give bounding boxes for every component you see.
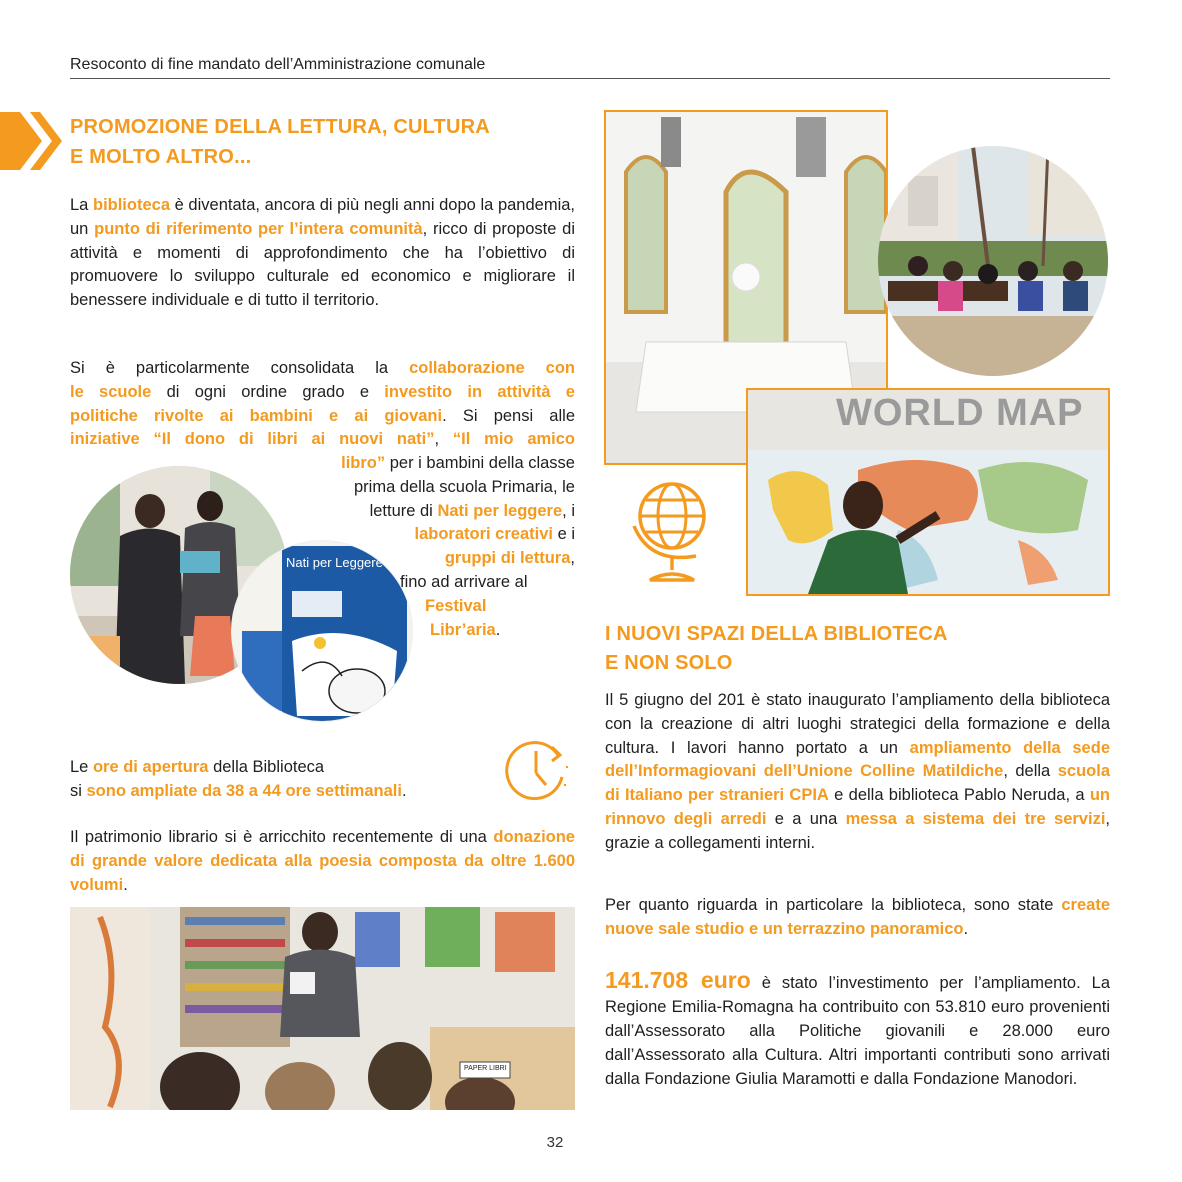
chevron-arrow-icon xyxy=(0,112,62,170)
text-run: e i xyxy=(552,525,575,544)
highlighted-text: politiche rivolte ai bambini e ai giovani xyxy=(70,406,443,425)
highlighted-text: gruppi di lettura xyxy=(444,549,571,568)
text-run: . xyxy=(123,875,128,894)
reading-session-image xyxy=(70,907,575,1110)
highlighted-text: scuola di Italiano per stranieri CPIA xyxy=(605,762,1110,805)
paragraph-orari xyxy=(70,756,500,804)
paragraph-inaugurazione xyxy=(605,689,1110,856)
text-run: prima della scuola Primaria, le xyxy=(353,477,575,496)
paragraph-investimento xyxy=(605,968,1110,1091)
text-run: Per quanto riguarda in particolare la biblioteca, sono state xyxy=(605,896,1062,914)
world-map-photo xyxy=(746,388,1110,596)
outdoor-reading-image xyxy=(878,146,1108,376)
highlighted-text: punto di riferimento per l’intera comunità xyxy=(94,219,423,238)
text-run: Si è particolarmente consolidata la xyxy=(70,359,410,377)
clock-icon xyxy=(500,733,572,805)
highlighted-text: investito in attività e xyxy=(384,382,575,401)
paragraph-patrimonio xyxy=(70,826,575,897)
text-run: , i xyxy=(562,501,575,520)
paragraph-scuole xyxy=(70,357,575,452)
text-line xyxy=(70,428,575,452)
poster-title: Nati per Leggere xyxy=(286,555,383,570)
section-title-spazi: I NUOVI SPAZI DELLA BIBLIOTECA E NON SOLO xyxy=(605,623,948,674)
text-run: e a una xyxy=(766,809,846,828)
highlighted-text: collaborazione con xyxy=(409,359,575,377)
text-run: di ogni ordine grado e xyxy=(151,382,385,401)
text-run: Le xyxy=(70,758,93,776)
text-line xyxy=(70,780,500,804)
highlighted-text: messa a sistema dei tre servizi xyxy=(845,809,1106,828)
paragraph-biblioteca xyxy=(70,194,575,313)
highlighted-text: Nati per leggere xyxy=(437,501,563,520)
text-run: e della biblioteca Pablo Neruda, a xyxy=(828,786,1090,805)
investment-text: è stato l’investimento per l’ampliamento. xyxy=(750,974,1081,992)
text-run: letture di xyxy=(369,501,438,520)
text-line xyxy=(70,357,575,381)
section-title-promozione: PROMOZIONE DELLA LETTURA, CULTURA E MOLTO ALTRO... xyxy=(70,116,490,168)
highlighted-text: un rinnovo degli arredi xyxy=(605,786,1110,828)
highlighted-text: libro” xyxy=(341,454,386,472)
box-label: PAPER LIBRI xyxy=(464,1065,507,1072)
text-line xyxy=(240,476,575,500)
text-run: fino ad arrivare al xyxy=(400,572,528,591)
highlighted-text: donazione di grande valore dedicata alla poesia composta da oltre 1.600 volumi xyxy=(70,828,575,894)
highlighted-text: le scuole xyxy=(70,382,152,401)
highlighted-text: ore di apertura xyxy=(92,758,209,776)
text-run: si xyxy=(70,781,87,800)
page-number: 32 xyxy=(546,1134,564,1151)
highlighted-text: iniziative “Il dono di libri ai nuovi nati” xyxy=(70,430,435,449)
highlighted-text: Libr’aria xyxy=(430,620,496,639)
globe-icon xyxy=(620,474,725,589)
investment-details: La Regione Emilia-Romagna ha contribuito con 53.810 euro provenienti dall’Assessorato alla Politiche giovanili e 28.000 euro dall’Assessorato alla Cultura. Altri importanti contributi sono arrivati dalla Fondazione Giulia Maramotti e dalla Fondazione Manodori. xyxy=(605,974,1110,1088)
highlighted-text: biblioteca xyxy=(92,196,170,214)
running-header: Resoconto di fine mandato dell’Amministrazione comunale xyxy=(70,56,486,73)
poster-photo-circle xyxy=(231,540,413,722)
text-line xyxy=(70,381,575,405)
text-run: . xyxy=(963,919,969,938)
text-run: , grazie a collegamenti interni. xyxy=(605,809,1110,852)
text-run: , xyxy=(434,430,453,449)
text-run: Il patrimonio librario si è arricchito recentemente di una xyxy=(70,828,494,846)
highlighted-text: create nuove sale studio e un terrazzino panoramico xyxy=(605,896,1110,938)
text-run: , ricco di proposte di attività e momenti di approfondimento che ha l’obiettivo di promuovere lo sviluppo culturale ed economico e migliorare il benessere individuale e di tutto il territorio. xyxy=(70,219,575,310)
outdoor-reading-photo xyxy=(878,146,1108,376)
text-run: . xyxy=(495,620,501,639)
text-run: della Biblioteca xyxy=(208,758,325,776)
text-line xyxy=(240,500,575,524)
text-run: . xyxy=(401,781,407,800)
text-run: . Si pensi alle xyxy=(442,406,575,425)
text-line xyxy=(240,452,575,476)
text-run: , della xyxy=(1003,762,1058,781)
text-line xyxy=(70,756,500,780)
text-line xyxy=(70,405,575,429)
highlighted-text: ampliamento della sede dell’Informagiovani dell’Unione Colline Matildiche xyxy=(605,738,1110,781)
paragraph-sale-studio xyxy=(605,894,1110,942)
text-run: per i bambini della classe xyxy=(385,454,575,472)
text-line xyxy=(240,523,575,547)
text-run: , xyxy=(570,549,575,568)
highlighted-text: laboratori creativi xyxy=(414,525,553,544)
highlighted-text: Festival xyxy=(425,596,487,615)
text-run: Il 5 giugno del 201 è stato inaugurato l’ampliamento della biblioteca con la creazione di altri luoghi strategici della formazione e della cultura. I lavori hanno portato a un xyxy=(605,691,1110,757)
header-rule xyxy=(70,78,1110,79)
text-run: La xyxy=(70,196,93,214)
investment-amount: 141.708 euro xyxy=(605,967,751,993)
text-run: è diventata, ancora di più negli anni dopo la pandemia, un xyxy=(70,196,575,238)
world-map-title: WORLD MAP xyxy=(836,392,1084,434)
highlighted-text: “Il mio amico xyxy=(452,430,576,449)
highlighted-text: sono ampliate da 38 a 44 ore settimanali xyxy=(86,781,402,800)
reading-session-photo xyxy=(70,907,575,1110)
